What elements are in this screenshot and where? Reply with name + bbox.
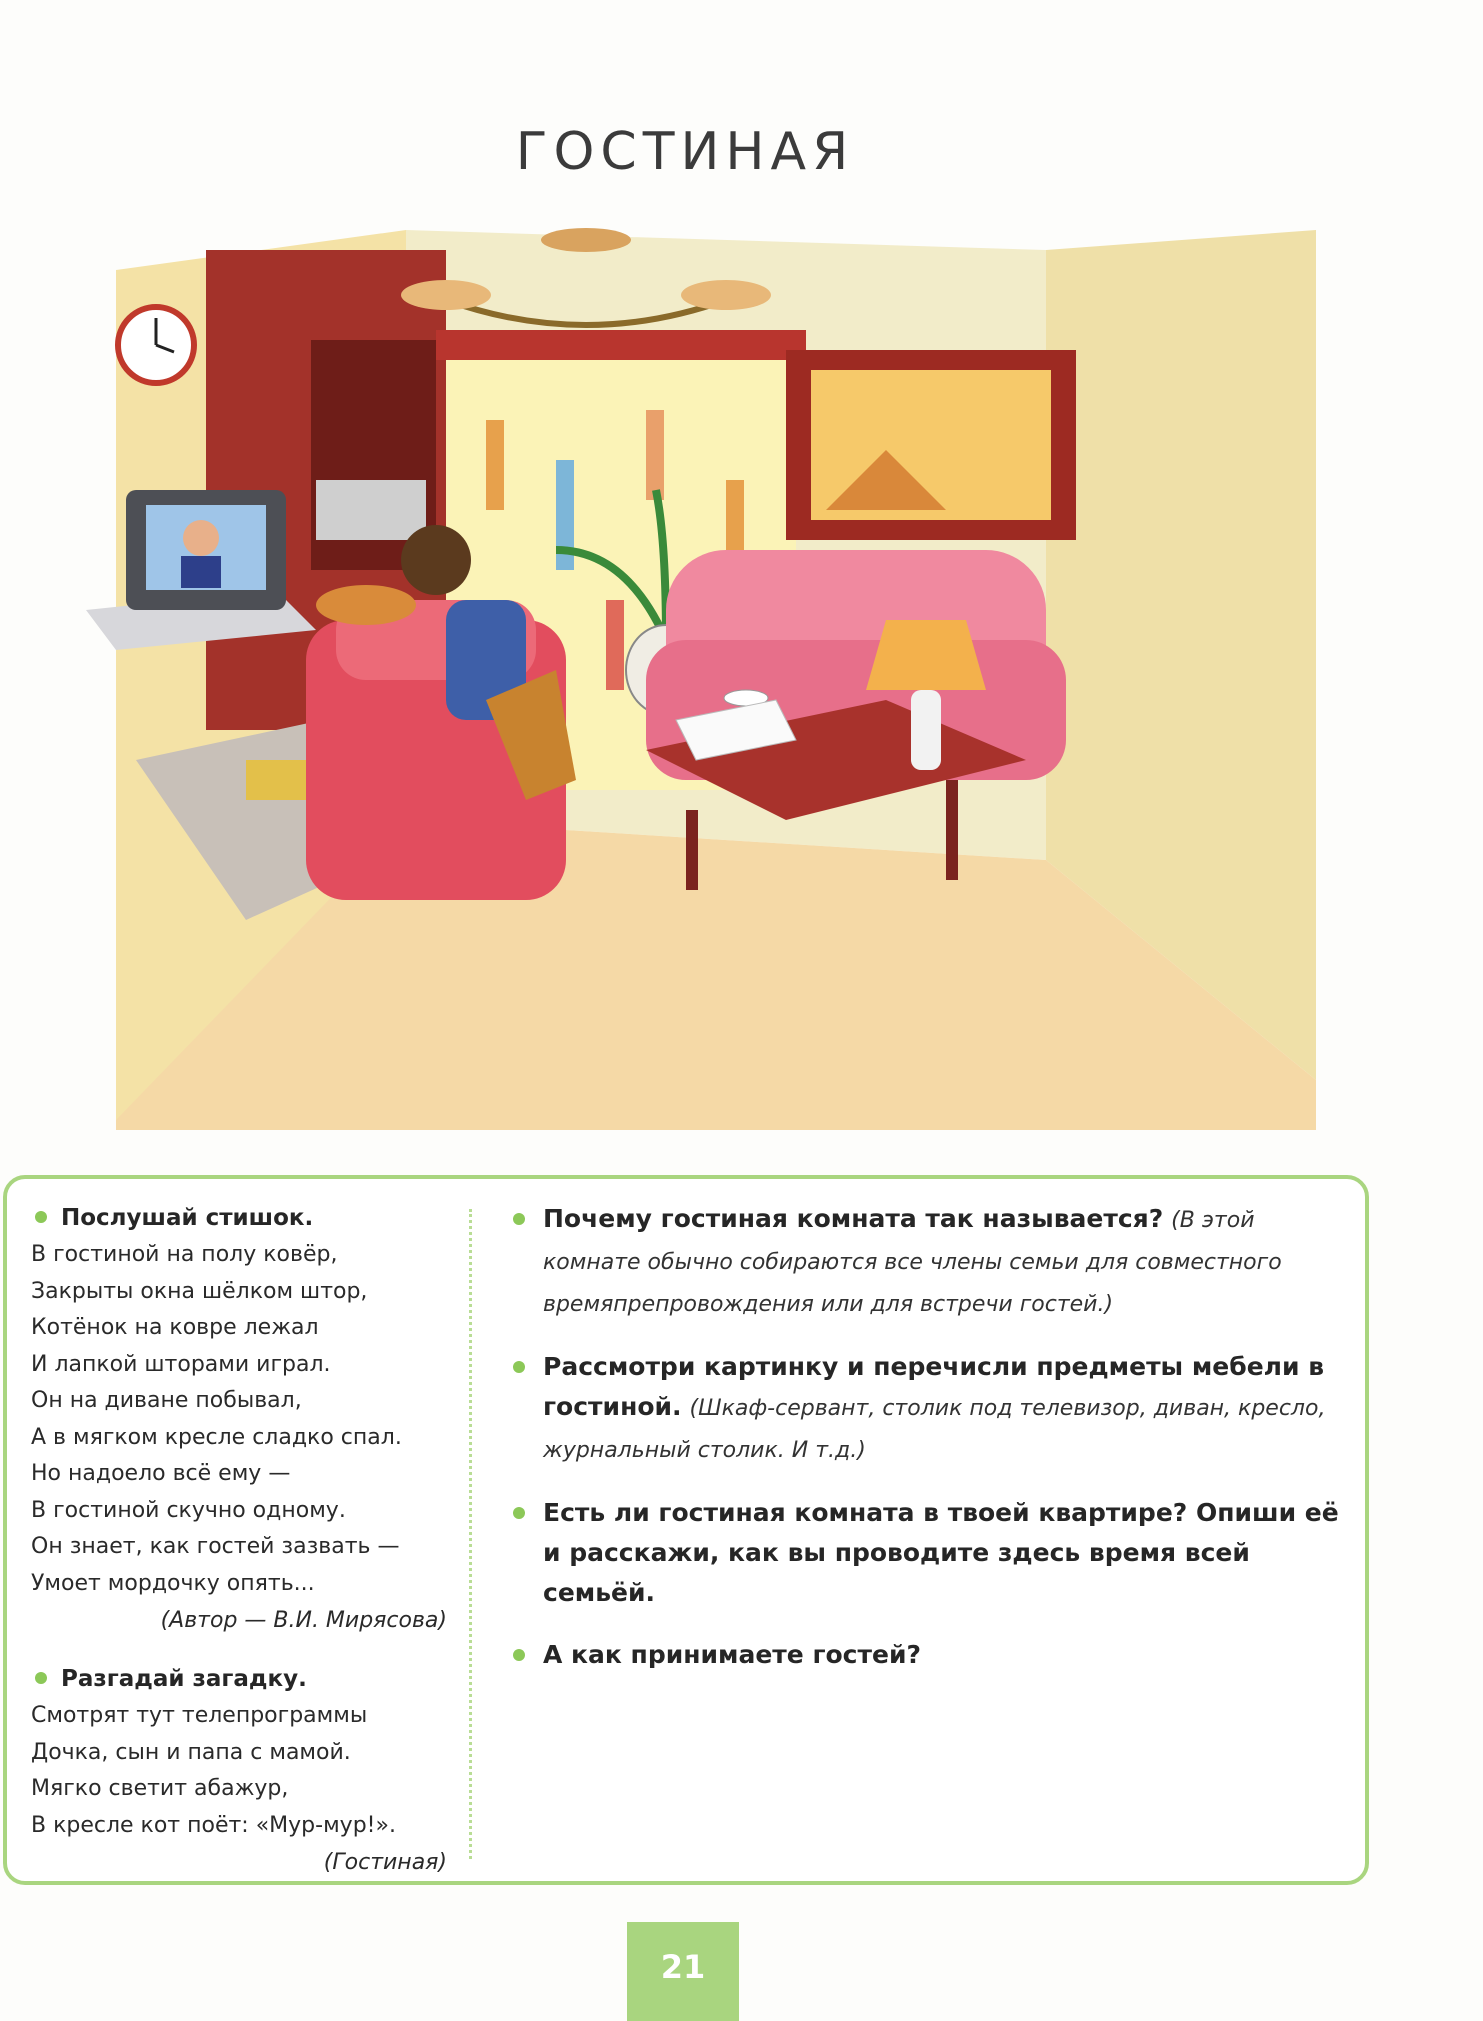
bullet-icon xyxy=(513,1507,525,1519)
page-number: 21 xyxy=(627,1922,739,2021)
question-item xyxy=(507,1199,1347,1325)
bullet-icon xyxy=(513,1361,525,1373)
poem-line: Закрыты окна шёлком штор, xyxy=(31,1278,368,1304)
question-text: Рассмотри картинку и перечисли предметы мебели в гостиной. xyxy=(543,1352,1325,1421)
riddle-heading xyxy=(31,1660,451,1698)
riddle-answer: (Гостиная) xyxy=(323,1850,447,1875)
question-text: Почему гостиная комната так называется? xyxy=(543,1204,1164,1233)
question-answer: (В этой комнате обычно собираются все члены семьи для совместного времяпрепровождения или для встречи гостей.) xyxy=(543,1208,1282,1317)
poem-line: Котёнок на ковре лежал xyxy=(31,1315,319,1340)
poem-line: И лапкой шторами играл. xyxy=(31,1351,331,1377)
question-item xyxy=(507,1347,1347,1471)
poem-heading-text: Послушай стишок. xyxy=(61,1205,314,1231)
poem-line: Умоет мордочку опять... xyxy=(31,1570,315,1596)
question-item xyxy=(507,1635,1347,1675)
page-title: ГОСТИНАЯ xyxy=(515,122,855,182)
poem-line: В гостиной скучно одному. xyxy=(31,1497,346,1523)
poem-line: Он знает, как гостей зазвать — xyxy=(31,1534,400,1559)
riddle-heading-text: Разгадай загадку. xyxy=(61,1666,307,1692)
right-column xyxy=(507,1199,1347,1697)
riddle-line: В кресле кот поёт: «Мур-мур!». xyxy=(31,1812,396,1838)
column-divider xyxy=(469,1209,472,1859)
question-answer: (Шкаф-сервант, столик под телевизор, диван, кресло, журнальный столик. И т.д.) xyxy=(543,1396,1326,1463)
bullet-icon xyxy=(513,1213,525,1225)
poem-line: В гостиной на полу ковёр, xyxy=(31,1242,338,1267)
question-item xyxy=(507,1493,1347,1613)
riddle-line: Дочка, сын и папа с мамой. xyxy=(31,1739,351,1765)
poem-line: Но надоело всё ему — xyxy=(31,1461,291,1486)
bullet-icon xyxy=(35,1672,47,1684)
question-text: Есть ли гостиная комната в твоей квартире? Опиши её и расскажи, как вы проводите здесь время всей семьёй. xyxy=(543,1498,1339,1607)
poem-author: (Автор — В.И. Мирясова) xyxy=(160,1608,447,1633)
left-column xyxy=(31,1199,451,1882)
living-room-illustration xyxy=(86,220,1326,1130)
poem-line: Он на диване побывал, xyxy=(31,1388,302,1413)
poem-heading xyxy=(31,1199,451,1237)
riddle-line: Смотрят тут телепрограммы xyxy=(31,1703,368,1728)
bullet-icon xyxy=(513,1649,525,1661)
bullet-icon xyxy=(35,1211,47,1223)
info-panel xyxy=(3,1175,1369,1885)
poem-line: А в мягком кресле сладко спал. xyxy=(31,1424,402,1450)
question-text: А как принимаете гостей? xyxy=(543,1640,921,1669)
riddle-line: Мягко светит абажур, xyxy=(31,1776,289,1801)
